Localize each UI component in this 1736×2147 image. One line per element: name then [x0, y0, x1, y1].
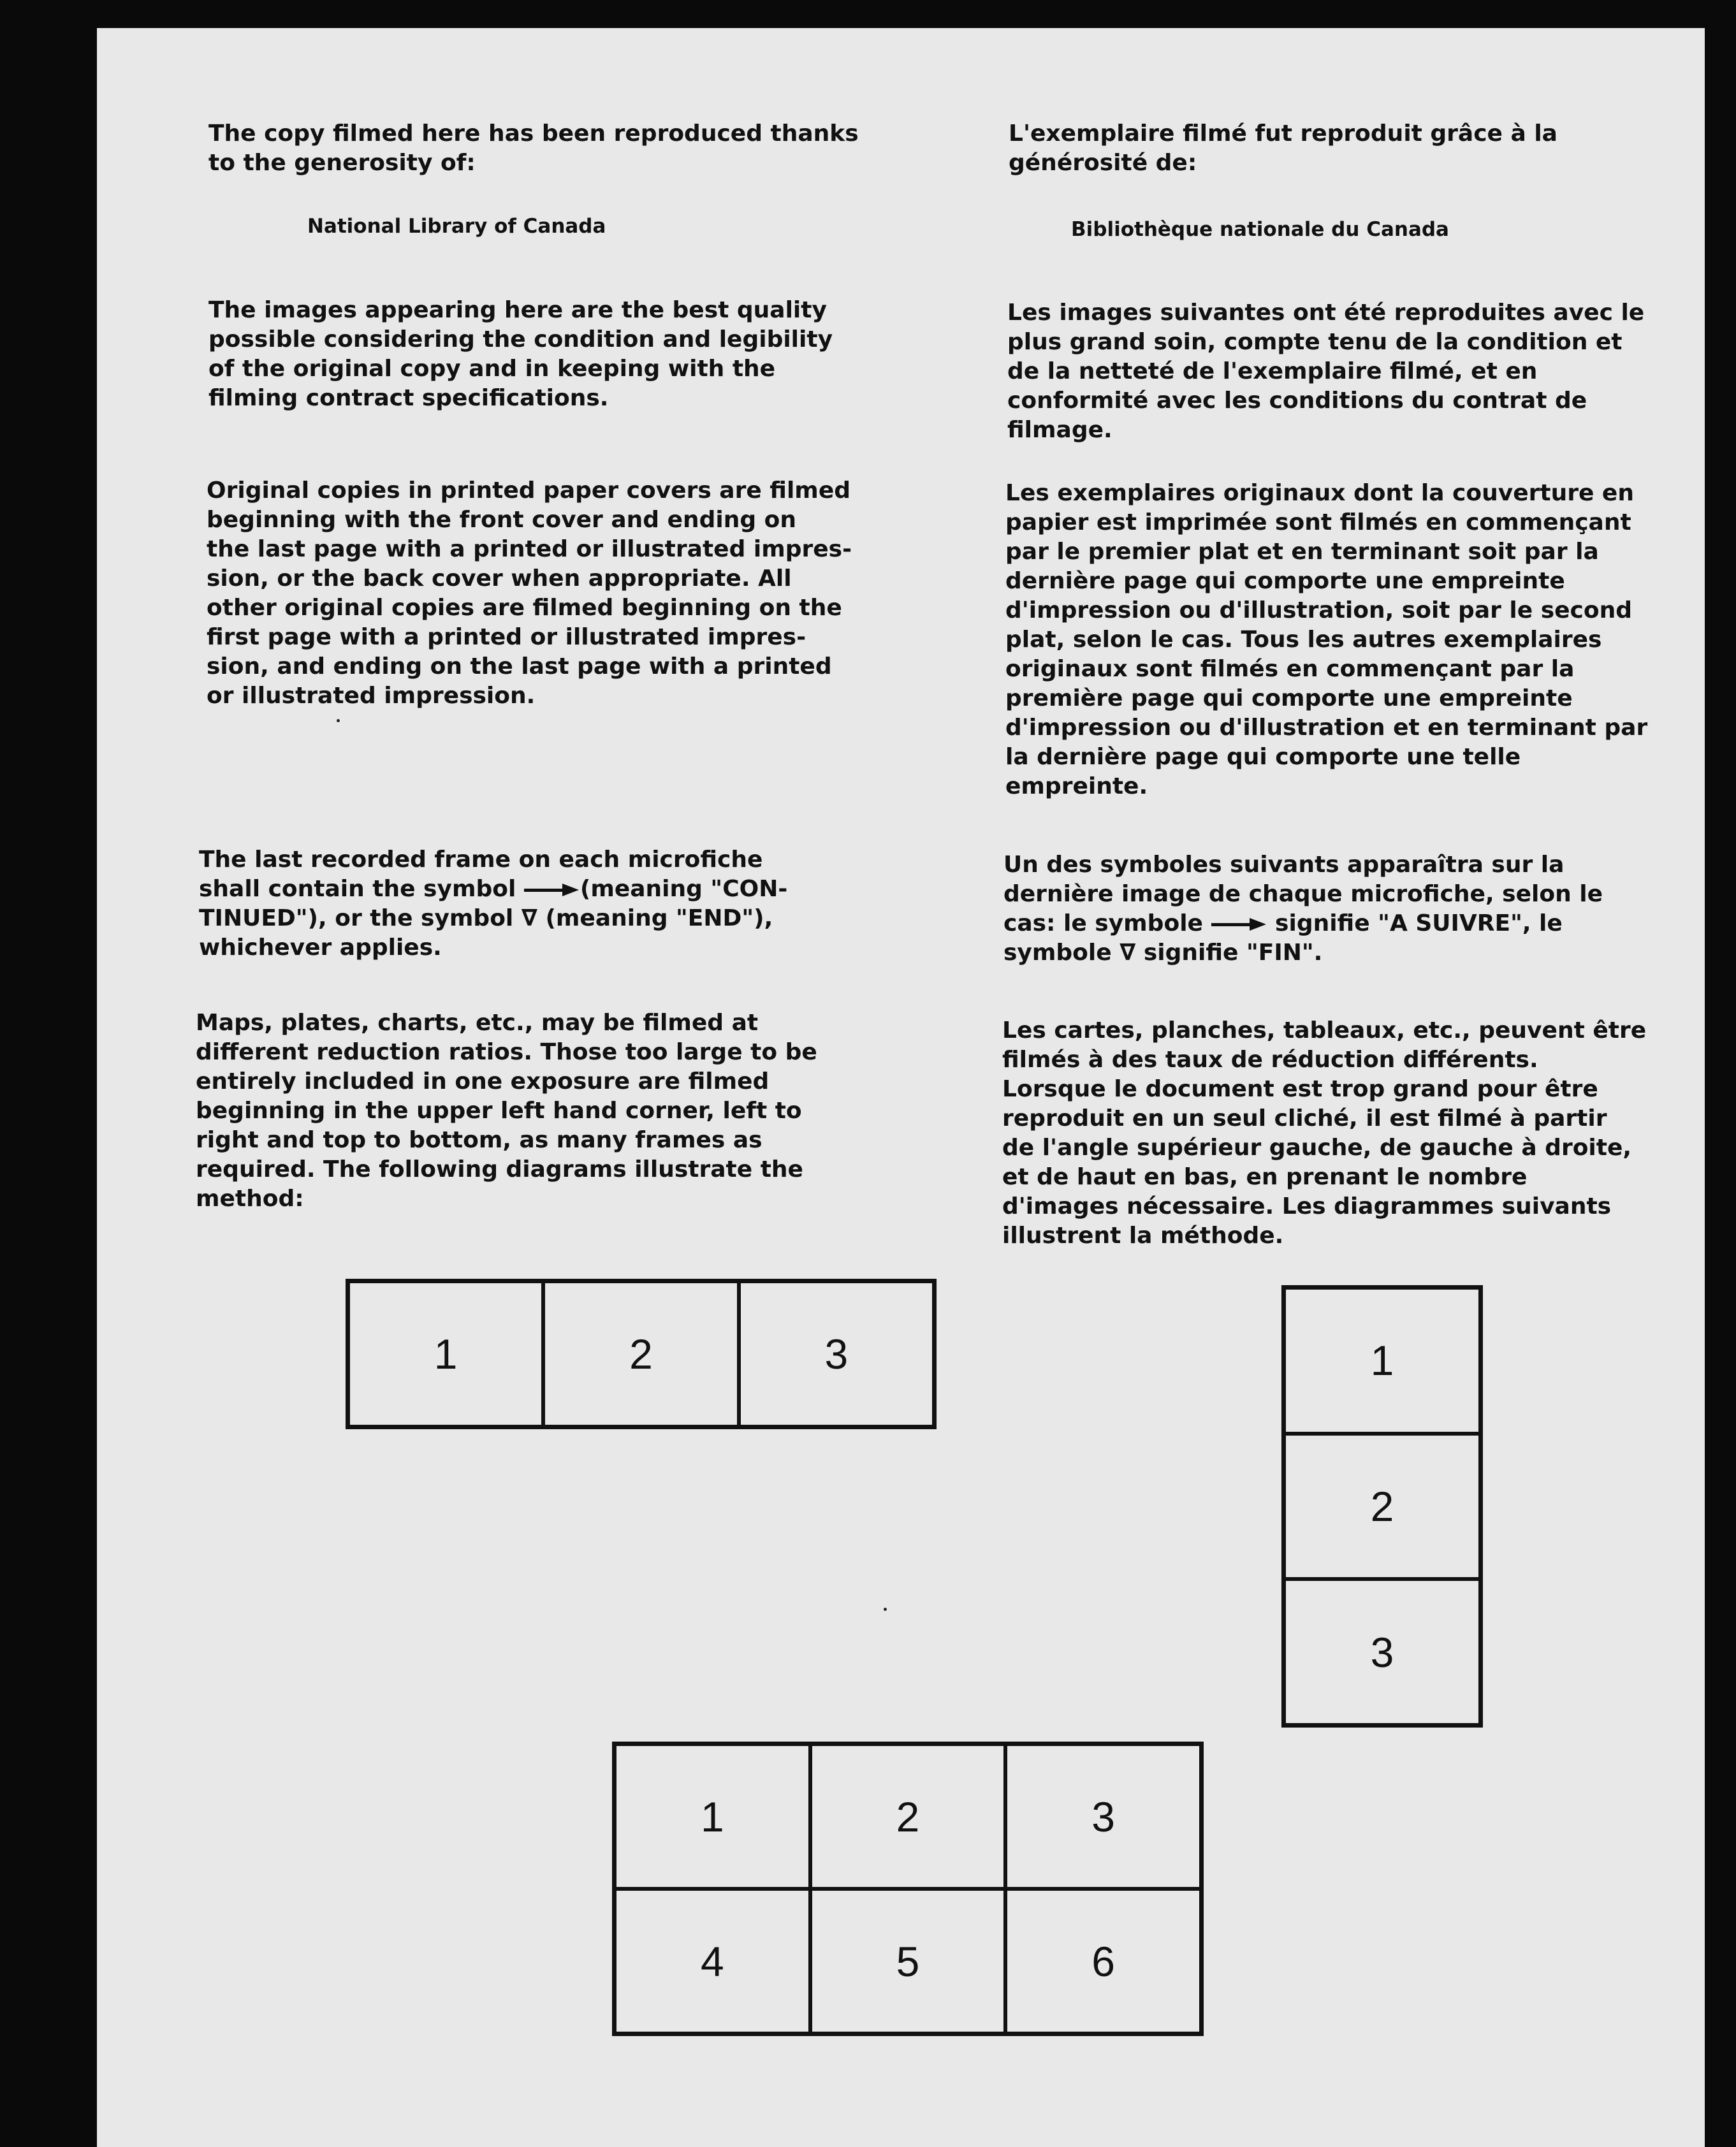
horizontal-frame-diagram: [346, 1279, 937, 1429]
quality-paragraph: The images appearing here are the best quality possible considering the condition and legibility of the original copy and in keeping with the filming contract specifications.: [208, 297, 833, 411]
french-column: L'exemplaire filmé fut reproduit grâce à la générosité de:: [1009, 120, 1557, 176]
continued-arrow-icon: [524, 884, 580, 896]
thanks-line: The copy filmed here has been reproduced thanks: [208, 120, 859, 147]
frame-cell: 2: [1284, 1434, 1480, 1580]
six-frame-diagram: [612, 1742, 1204, 2036]
filmed-page: [97, 28, 1705, 2147]
dust-speck: [884, 1608, 887, 1611]
frame-cell: 1: [348, 1281, 543, 1427]
symbols-paragraph: The last recorded frame on each microfiche shall contain the symbol (meaning "CON- TINUED"), or the symbol ∇ (meaning "END"), whichever applies.: [199, 847, 788, 961]
frame-cell: 4: [615, 1889, 810, 2034]
quality-paragraph-fr: Les images suivantes ont été reproduites avec le plus grand soin, compte tenu de la condition et de la netteté de l'exemplaire filmé, et en conformité avec les conditions du contrat de filmage.: [1007, 300, 1645, 443]
symbols-paragraph-fr: Un des symboles suivants apparaîtra sur la dernière image de chaque microfiche, selon le cas: le symbole signifie "A SUIVRE", le symbole ∇ signifie "FIN".: [1003, 850, 1654, 968]
continued-arrow-icon: [1211, 918, 1267, 931]
english-column: [208, 119, 859, 178]
frame-cell: 6: [1005, 1889, 1201, 2034]
frame-cell: 1: [615, 1744, 810, 1889]
frame-cell: 3: [1284, 1579, 1480, 1725]
frame-cell: 3: [1005, 1744, 1201, 1889]
covers-paragraph-fr: Les exemplaires originaux dont la couverture en papier est imprimée sont filmés en commençant par le premier plat et en terminant soit par la dernière page qui comporte une empreinte d'impression ou d'illustration, soit par le second plat, selon le cas. Tous les autres exemplaires originaux sont filmés en commençant par la première page qui comporte une empreinte d'impression ou d'illustration et en terminant par la dernière page qui comporte une telle empreinte.: [1005, 480, 1648, 799]
end-triangle-icon: ∇: [521, 905, 537, 931]
maps-paragraph-fr: Les cartes, planches, tableaux, etc., peuvent être filmés à des taux de réduction différents. Lorsque le document est trop grand pour être reproduit en un seul cliché, il est filmé à partir de l'angle supérieur gauche, de gauche à droite, et de haut en bas, en prenant le nombre d'images nécessaire. Les diagrammes suivants illustrent la méthode.: [1002, 1017, 1647, 1249]
vertical-frame-diagram: [1281, 1285, 1483, 1728]
frame-cell: 2: [543, 1281, 738, 1427]
institution-name-fr: Bibliothèque nationale du Canada: [1071, 218, 1449, 241]
frame-cell: 3: [739, 1281, 934, 1427]
frame-cell: 2: [810, 1744, 1006, 1889]
institution-name: National Library of Canada: [307, 215, 606, 238]
covers-paragraph: Original copies in printed paper covers are filmed beginning with the front cover and ending on the last page with a printed or illustrated impres- sion, or the back cover when appropriate. All other original copies are filmed beginning on the first page with a printed or illustrated impres- sion, and ending on the last page with a printed or illustrated impression.: [207, 477, 852, 709]
dust-speck: [337, 719, 340, 722]
frame-cell: 5: [810, 1889, 1006, 2034]
frame-cell: 1: [1284, 1288, 1480, 1434]
maps-paragraph: Maps, plates, charts, etc., may be filmed at different reduction ratios. Those too large to be entirely included in one exposure are filmed beginning in the upper left hand corner, left to right and top to bottom, as many frames as required. The following diagrams illustrate the method:: [196, 1010, 817, 1212]
thanks-line: to the generosity of:: [208, 150, 476, 176]
end-triangle-icon: ∇: [1120, 940, 1136, 966]
